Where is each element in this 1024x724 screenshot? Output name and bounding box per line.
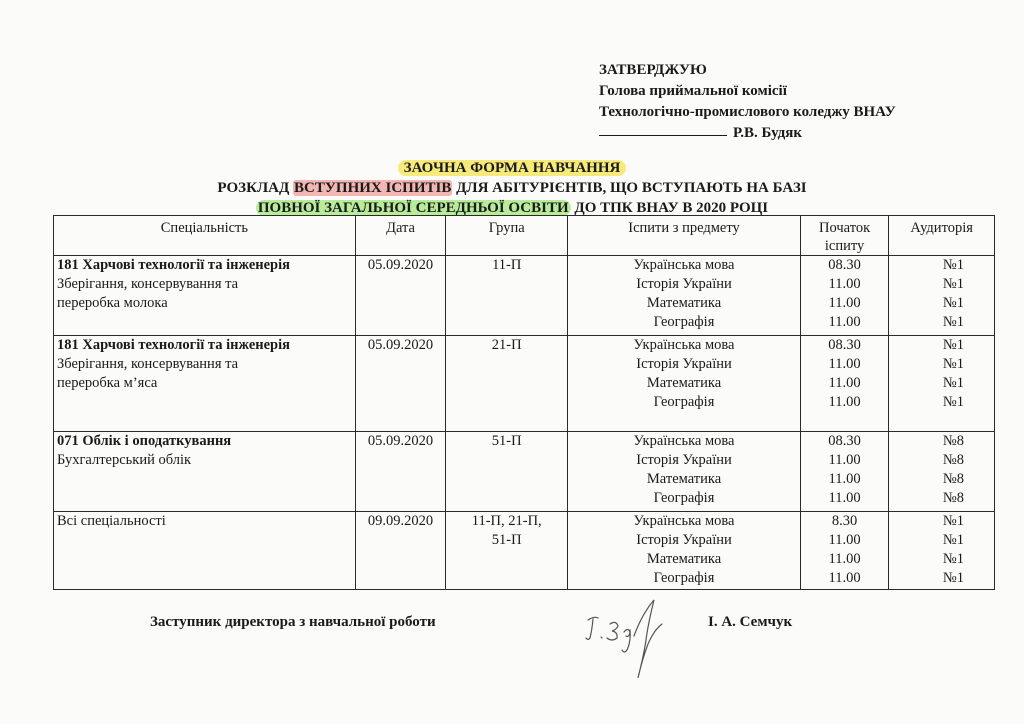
document-heading	[0, 158, 1024, 218]
subject-item: Математика	[646, 295, 722, 311]
specialty-code: 071 Облік і оподаткування	[57, 433, 232, 449]
date-cell: 05.09.2020	[355, 432, 445, 512]
date-cell: 05.09.2020	[355, 336, 445, 432]
heading-highlight-education: ПОВНОЇ ЗАГАЛЬНОЇ СЕРЕДНЬОЇ ОСВІТИ	[257, 200, 569, 216]
header-specialty: Спеціальність	[54, 216, 356, 256]
date-cell: 09.09.2020	[355, 512, 445, 590]
header-date: Дата	[355, 216, 445, 256]
approval-position-2: Технологічно-промислового коледжу ВНАУ	[599, 104, 896, 120]
group-line: 51-П	[491, 433, 522, 449]
room-number: №8	[942, 490, 964, 506]
subject-item: Українська мова	[633, 513, 735, 529]
heading-line-2-start: РОЗКЛАД	[217, 180, 294, 196]
table-row	[54, 512, 995, 590]
specialty-code: 181 Харчові технології та інженерія	[57, 257, 290, 273]
start-time: 11.00	[828, 295, 861, 311]
subject-item: Географія	[653, 314, 715, 330]
group-cell	[446, 336, 568, 432]
handwritten-signature	[582, 594, 682, 686]
start-time: 11.00	[828, 394, 861, 410]
specialty-cell	[54, 336, 356, 432]
start-time: 11.00	[828, 375, 861, 391]
specialty-cell	[54, 256, 356, 336]
room-number: №1	[942, 570, 964, 586]
subject-item: Географія	[653, 490, 715, 506]
room-number: №1	[942, 257, 964, 273]
room-number: №8	[942, 452, 964, 468]
group-line: 21-П	[491, 337, 522, 353]
specialty-cell	[54, 512, 356, 590]
subject-cell	[568, 256, 801, 336]
room-number: №1	[942, 356, 964, 372]
room-cell	[889, 512, 995, 590]
start-time: 11.00	[828, 452, 861, 468]
subject-item: Географія	[653, 570, 715, 586]
subject-cell	[568, 432, 801, 512]
header-group: Група	[446, 216, 568, 256]
approval-position-1: Голова приймальної комісії	[599, 83, 787, 99]
subject-item: Історія України	[636, 276, 732, 292]
table-row	[54, 256, 995, 336]
header-room: Аудиторія	[889, 216, 995, 256]
start-cell	[800, 432, 888, 512]
group-line: 51-П	[491, 532, 522, 548]
heading-line-2-end: ДЛЯ АБІТУРІЄНТІВ, ЩО ВСТУПАЮТЬ НА БАЗІ	[452, 180, 807, 196]
approval-signature-line	[599, 123, 896, 144]
start-time: 08.30	[828, 257, 861, 273]
subject-item: Історія України	[636, 452, 732, 468]
program-line: переробка м’яса	[57, 375, 158, 391]
subject-item: Географія	[653, 394, 715, 410]
signature-blank-line	[599, 135, 727, 136]
room-number: №1	[942, 314, 964, 330]
start-time: 11.00	[828, 532, 861, 548]
table-header-row	[54, 216, 995, 256]
group-cell	[446, 256, 568, 336]
approval-signer: Р.В. Будяк	[733, 125, 802, 141]
start-cell	[800, 336, 888, 432]
program-line: Зберігання, консервування та	[57, 356, 239, 372]
header-start-line-2: іспиту	[824, 238, 865, 254]
start-time: 11.00	[828, 490, 861, 506]
subject-cell	[568, 512, 801, 590]
group-line: 11-П, 21-П,	[471, 513, 542, 529]
start-time: 08.30	[828, 433, 861, 449]
subject-item: Українська мова	[633, 433, 735, 449]
room-number: №1	[942, 295, 964, 311]
subject-item: Українська мова	[633, 257, 735, 273]
approval-block	[599, 60, 896, 144]
program-line: Зберігання, консервування та	[57, 276, 239, 292]
heading-highlight-exams: ВСТУПНИХ ІСПИТІВ	[294, 180, 452, 196]
start-time: 11.00	[828, 356, 861, 372]
heading-line-2	[0, 178, 1024, 198]
approval-title: ЗАТВЕРДЖУЮ	[599, 62, 707, 78]
start-time: 11.00	[828, 276, 861, 292]
header-subject: Іспити з предмету	[568, 216, 801, 256]
footer-position: Заступник директора з навчальної роботи	[150, 614, 436, 630]
room-number: №1	[942, 276, 964, 292]
exam-schedule-table	[53, 215, 995, 590]
group-cell	[446, 512, 568, 590]
room-cell	[889, 432, 995, 512]
room-cell	[889, 256, 995, 336]
specialty-cell	[54, 432, 356, 512]
group-line: 11-П	[492, 257, 522, 273]
subject-item: Історія України	[636, 532, 732, 548]
room-number: №1	[942, 513, 964, 529]
subject-item: Математика	[646, 471, 722, 487]
program-line: Бухгалтерський облік	[57, 452, 192, 468]
start-time: 11.00	[828, 570, 861, 586]
room-number: №1	[942, 551, 964, 567]
subject-item: Українська мова	[633, 337, 735, 353]
start-cell	[800, 512, 888, 590]
room-number: №1	[942, 375, 964, 391]
subject-item: Математика	[646, 375, 722, 391]
header-start	[800, 216, 888, 256]
subject-cell	[568, 336, 801, 432]
program-line: Всі спеціальності	[57, 513, 166, 529]
subject-item: Математика	[646, 551, 722, 567]
start-time: 08.30	[828, 337, 861, 353]
group-cell	[446, 432, 568, 512]
start-time: 8.30	[831, 513, 858, 529]
room-number: №1	[942, 532, 964, 548]
table-row	[54, 432, 995, 512]
room-number: №8	[942, 471, 964, 487]
start-time: 11.00	[828, 551, 861, 567]
footer-name: І. А. Семчук	[708, 614, 793, 630]
program-line: переробка молока	[57, 295, 168, 311]
start-cell	[800, 256, 888, 336]
table-row	[54, 336, 995, 432]
header-start-line-1: Початок	[819, 220, 871, 236]
room-number: №1	[942, 394, 964, 410]
date-cell: 05.09.2020	[355, 256, 445, 336]
study-form-title: ЗАОЧНА ФОРМА НАВЧАННЯ	[398, 160, 627, 176]
room-number: №1	[942, 337, 964, 353]
start-time: 11.00	[828, 314, 861, 330]
room-cell	[889, 336, 995, 432]
specialty-code: 181 Харчові технології та інженерія	[57, 337, 290, 353]
heading-line-3-end: ДО ТПК ВНАУ В 2020 РОЦІ	[570, 200, 769, 216]
subject-item: Історія України	[636, 356, 732, 372]
start-time: 11.00	[828, 471, 861, 487]
room-number: №8	[942, 433, 964, 449]
